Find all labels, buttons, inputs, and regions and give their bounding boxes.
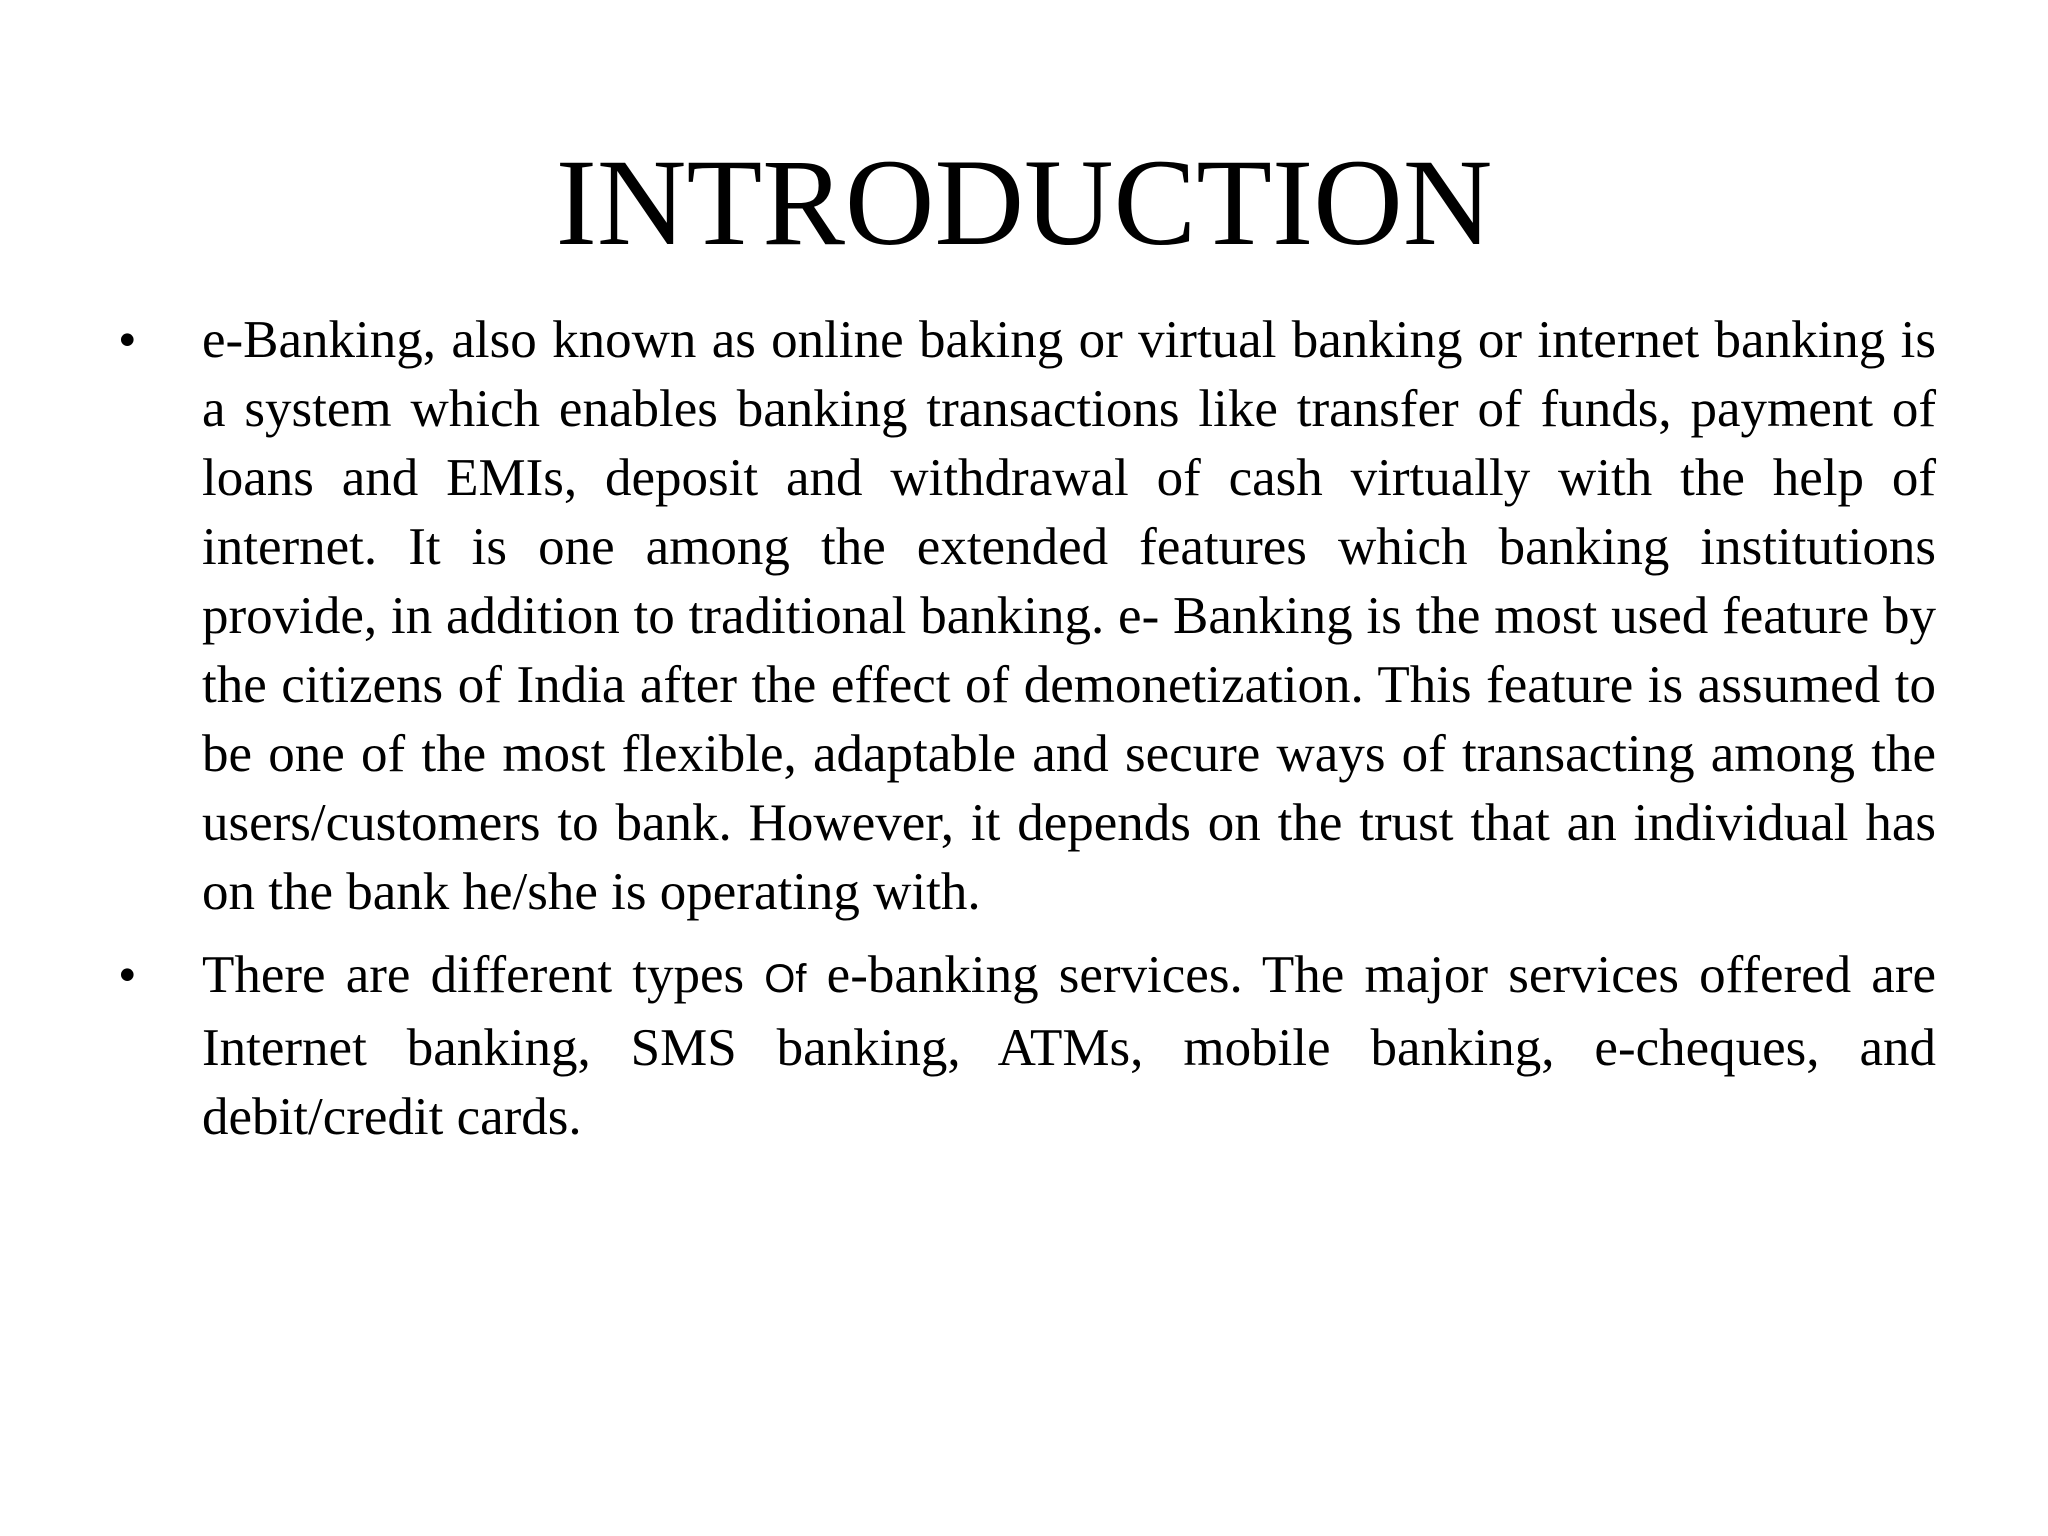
bullet-item-ebanking-services xyxy=(118,941,1936,1152)
bullet-text: e-Banking, also known as online baking or virtual banking or internet banking is a system which enables banking transactions like transfer of funds, payment of loans and EMIs, deposit and withdrawal of cash virtually with the help of internet. It is one among the extended features which banking institutions provide, in addition to traditional banking. e- Banking is the most used feature by the citizens of India after the effect of demonetization. This feature is assumed to be one of the most flexible, adaptable and secure ways of transacting among the users/customers to bank. However, it depends on the trust that an individual has on the bank he/she is operating with. xyxy=(202,311,1936,921)
bullet-list xyxy=(118,306,1936,1166)
bullet-text-start: There are different types xyxy=(202,946,765,1004)
bullet-icon: • xyxy=(118,946,137,1004)
bullet-icon: • xyxy=(118,311,137,369)
bullet-item-ebanking-definition xyxy=(118,306,1936,927)
slide-title: INTRODUCTION xyxy=(555,134,1493,271)
bullet-text-small-word: Of xyxy=(764,957,807,1001)
bullet-text-end: e-banking services. The major services offered are Internet banking, SMS banking, ATMs, mobile banking, e-cheques, and debit/credit cards. xyxy=(202,946,1936,1146)
